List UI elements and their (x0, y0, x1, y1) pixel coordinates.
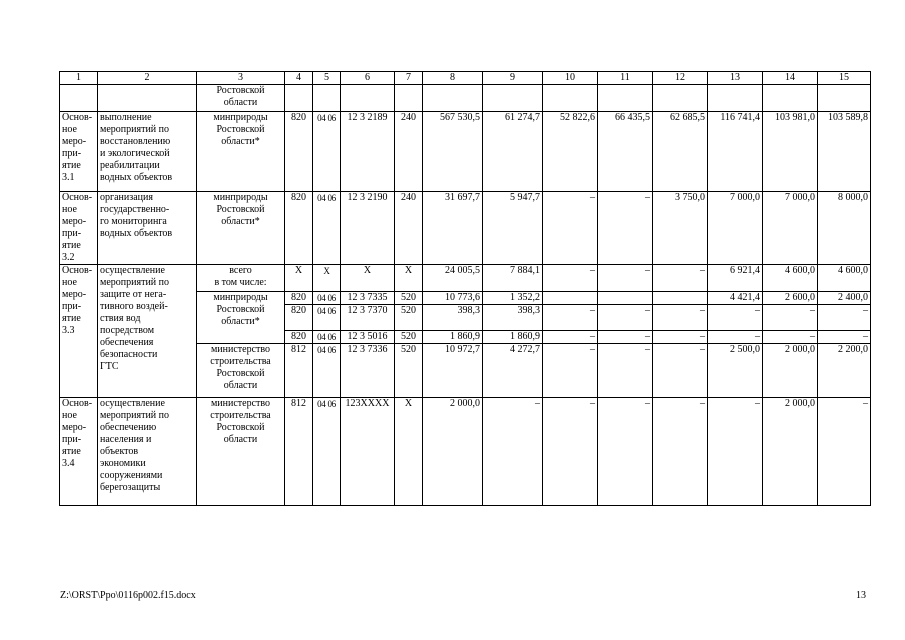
m33-a-col-14: 2 600,0 (763, 292, 818, 305)
m33-total-col-9: 7 884,1 (483, 265, 543, 292)
m34-col-4: 812 (285, 398, 313, 506)
header-col-13: 13 (708, 72, 763, 85)
m33-a-col-10 (543, 292, 598, 305)
m33-a-col-15: 2 400,0 (818, 292, 871, 305)
m33-total-col-15: 4 600,0 (818, 265, 871, 292)
m34-col-11: – (598, 398, 653, 506)
m33-minpr: минприроды Ростовской области* (197, 292, 285, 344)
m33-minstroy-col-10: – (543, 344, 598, 398)
m33-a-col-7: 520 (395, 292, 423, 305)
m33-a-col-12 (653, 292, 708, 305)
m32-col-14: 7 000,0 (763, 192, 818, 265)
cont-col-6 (341, 85, 395, 112)
m34-responsible: министерство строительства Ростовской области (197, 398, 285, 506)
m33-b-col-15: – (818, 305, 871, 331)
m33-b-col-10: – (543, 305, 598, 331)
m31-col-12: 62 685,5 (653, 112, 708, 192)
m33-b-col-12: – (653, 305, 708, 331)
header-col-2: 2 (98, 72, 197, 85)
m32-col-12: 3 750,0 (653, 192, 708, 265)
m33-minstroy-col-4: 812 (285, 344, 313, 398)
m33-total-col-13: 6 921,4 (708, 265, 763, 292)
m33-c-col-15: – (818, 331, 871, 344)
m33-minstroy: министерство строительства Ростовской области (197, 344, 285, 398)
m33-a-col-5: 04 06 (313, 292, 341, 305)
m33-c-col-4: 820 (285, 331, 313, 344)
m33-b-col-6: 12 3 7370 (341, 305, 395, 331)
m33-minstroy-col-15: 2 200,0 (818, 344, 871, 398)
m33-a-col-8: 10 773,6 (423, 292, 483, 305)
m31-responsible: минприроды Ростовской области* (197, 112, 285, 192)
m31-col-7: 240 (395, 112, 423, 192)
m31-col-11: 66 435,5 (598, 112, 653, 192)
m32-col-10: – (543, 192, 598, 265)
header-col-1: 1 (60, 72, 98, 85)
m31-col-14: 103 981,0 (763, 112, 818, 192)
m31-name: Основ- ное меро- при- ятие 3.1 (60, 112, 98, 192)
m33-c-col-7: 520 (395, 331, 423, 344)
m33-minstroy-col-7: 520 (395, 344, 423, 398)
m32-col-6: 12 3 2190 (341, 192, 395, 265)
m34-col-14: 2 000,0 (763, 398, 818, 506)
m33-desc: осуществление мероприятий по защите от нега- тивного воздей- ствия вод посредством обеспечения безопасности ГТС (98, 265, 197, 398)
header-col-14: 14 (763, 72, 818, 85)
m33-minstroy-col-9: 4 272,7 (483, 344, 543, 398)
m31-col-10: 52 822,6 (543, 112, 598, 192)
m33-c-col-8: 1 860,9 (423, 331, 483, 344)
m32-col-4: 820 (285, 192, 313, 265)
m33-b-col-4: 820 (285, 305, 313, 331)
cont-col-15 (818, 85, 871, 112)
m33-minstroy-col-6: 12 3 7336 (341, 344, 395, 398)
page-number: 13 (856, 590, 866, 601)
m33-a-col-9: 1 352,2 (483, 292, 543, 305)
m34-col-12: – (653, 398, 708, 506)
m34-col-15: – (818, 398, 871, 506)
m33-minstroy-col-12: – (653, 344, 708, 398)
m33-minstroy-col-14: 2 000,0 (763, 344, 818, 398)
m33-c-col-11: – (598, 331, 653, 344)
m32-col-8: 31 697,7 (423, 192, 483, 265)
header-col-15: 15 (818, 72, 871, 85)
file-path: Z:\ORST\Ppo\0116p002.f15.docx (60, 590, 196, 601)
m33-total-col-14: 4 600,0 (763, 265, 818, 292)
m31-col-15: 103 589,8 (818, 112, 871, 192)
cont-col-7 (395, 85, 423, 112)
m33-c-col-6: 12 3 5016 (341, 331, 395, 344)
cont-desc (98, 85, 197, 112)
m34-name: Основ- ное меро- при- ятие 3.4 (60, 398, 98, 506)
m33-a-col-11 (598, 292, 653, 305)
m33-c-col-13: – (708, 331, 763, 344)
m33-total-col-5: Х (313, 265, 341, 292)
cont-col-10 (543, 85, 598, 112)
m33-b-col-8: 398,3 (423, 305, 483, 331)
cont-name (60, 85, 98, 112)
m31-col-13: 116 741,4 (708, 112, 763, 192)
m34-col-7: Х (395, 398, 423, 506)
cont-col-14 (763, 85, 818, 112)
m33-b-col-11: – (598, 305, 653, 331)
m33-a-col-13: 4 421,4 (708, 292, 763, 305)
m32-col-11: – (598, 192, 653, 265)
m33-b-col-9: 398,3 (483, 305, 543, 331)
m33-total-label: всего в том числе: (197, 265, 285, 292)
cont-col-13 (708, 85, 763, 112)
m33-b-col-7: 520 (395, 305, 423, 331)
m33-total-col-8: 24 005,5 (423, 265, 483, 292)
cont-col-5 (313, 85, 341, 112)
m34-col-6: 123XXXX (341, 398, 395, 506)
header-col-11: 11 (598, 72, 653, 85)
m33-c-col-12: – (653, 331, 708, 344)
m31-col-8: 567 530,5 (423, 112, 483, 192)
m33-a-col-6: 12 3 7335 (341, 292, 395, 305)
m33-b-col-14: – (763, 305, 818, 331)
m31-col-9: 61 274,7 (483, 112, 543, 192)
m31-col-5: 04 06 (313, 112, 341, 192)
m33-c-col-14: – (763, 331, 818, 344)
m33-c-col-5: 04 06 (313, 331, 341, 344)
cont-col-8 (423, 85, 483, 112)
m33-minstroy-col-5: 04 06 (313, 344, 341, 398)
m33-minstroy-col-8: 10 972,7 (423, 344, 483, 398)
m33-b-col-13: – (708, 305, 763, 331)
m32-responsible: минприроды Ростовской области* (197, 192, 285, 265)
m33-name: Основ- ное меро- при- ятие 3.3 (60, 265, 98, 398)
m33-a-col-4: 820 (285, 292, 313, 305)
m32-desc: организация государственно- го мониторинга водных объектов (98, 192, 197, 265)
header-col-8: 8 (423, 72, 483, 85)
m34-desc: осуществление мероприятий по обеспечению населения и объектов экономики сооружениями берегозащиты (98, 398, 197, 506)
m32-col-9: 5 947,7 (483, 192, 543, 265)
m33-minstroy-col-13: 2 500,0 (708, 344, 763, 398)
header-col-7: 7 (395, 72, 423, 85)
cont-col-11 (598, 85, 653, 112)
m32-name: Основ- ное меро- при- ятие 3.2 (60, 192, 98, 265)
header-col-5: 5 (313, 72, 341, 85)
header-col-4: 4 (285, 72, 313, 85)
cont-col-12 (653, 85, 708, 112)
m33-b-col-5: 04 06 (313, 305, 341, 331)
m33-total-col-12: – (653, 265, 708, 292)
budget-table (59, 71, 871, 506)
m31-col-6: 12 3 2189 (341, 112, 395, 192)
cont-col-9 (483, 85, 543, 112)
m32-col-5: 04 06 (313, 192, 341, 265)
m33-total-col-7: Х (395, 265, 423, 292)
m33-total-col-10: – (543, 265, 598, 292)
m32-col-7: 240 (395, 192, 423, 265)
m34-col-9: – (483, 398, 543, 506)
header-col-9: 9 (483, 72, 543, 85)
m33-total-col-4: Х (285, 265, 313, 292)
m33-total-col-6: Х (341, 265, 395, 292)
m31-desc: выполнение мероприятий по восстановлению и экологической реабилитации водных объектов (98, 112, 197, 192)
header-col-3: 3 (197, 72, 285, 85)
m31-col-4: 820 (285, 112, 313, 192)
m32-col-13: 7 000,0 (708, 192, 763, 265)
header-col-12: 12 (653, 72, 708, 85)
header-col-6: 6 (341, 72, 395, 85)
header-col-10: 10 (543, 72, 598, 85)
m34-col-10: – (543, 398, 598, 506)
cont-responsible: Ростовской области (197, 85, 285, 112)
m34-col-5: 04 06 (313, 398, 341, 506)
m34-col-8: 2 000,0 (423, 398, 483, 506)
m33-c-col-9: 1 860,9 (483, 331, 543, 344)
m32-col-15: 8 000,0 (818, 192, 871, 265)
m33-c-col-10: – (543, 331, 598, 344)
m34-col-13: – (708, 398, 763, 506)
m33-total-col-11: – (598, 265, 653, 292)
m33-minstroy-col-11: – (598, 344, 653, 398)
cont-col-4 (285, 85, 313, 112)
